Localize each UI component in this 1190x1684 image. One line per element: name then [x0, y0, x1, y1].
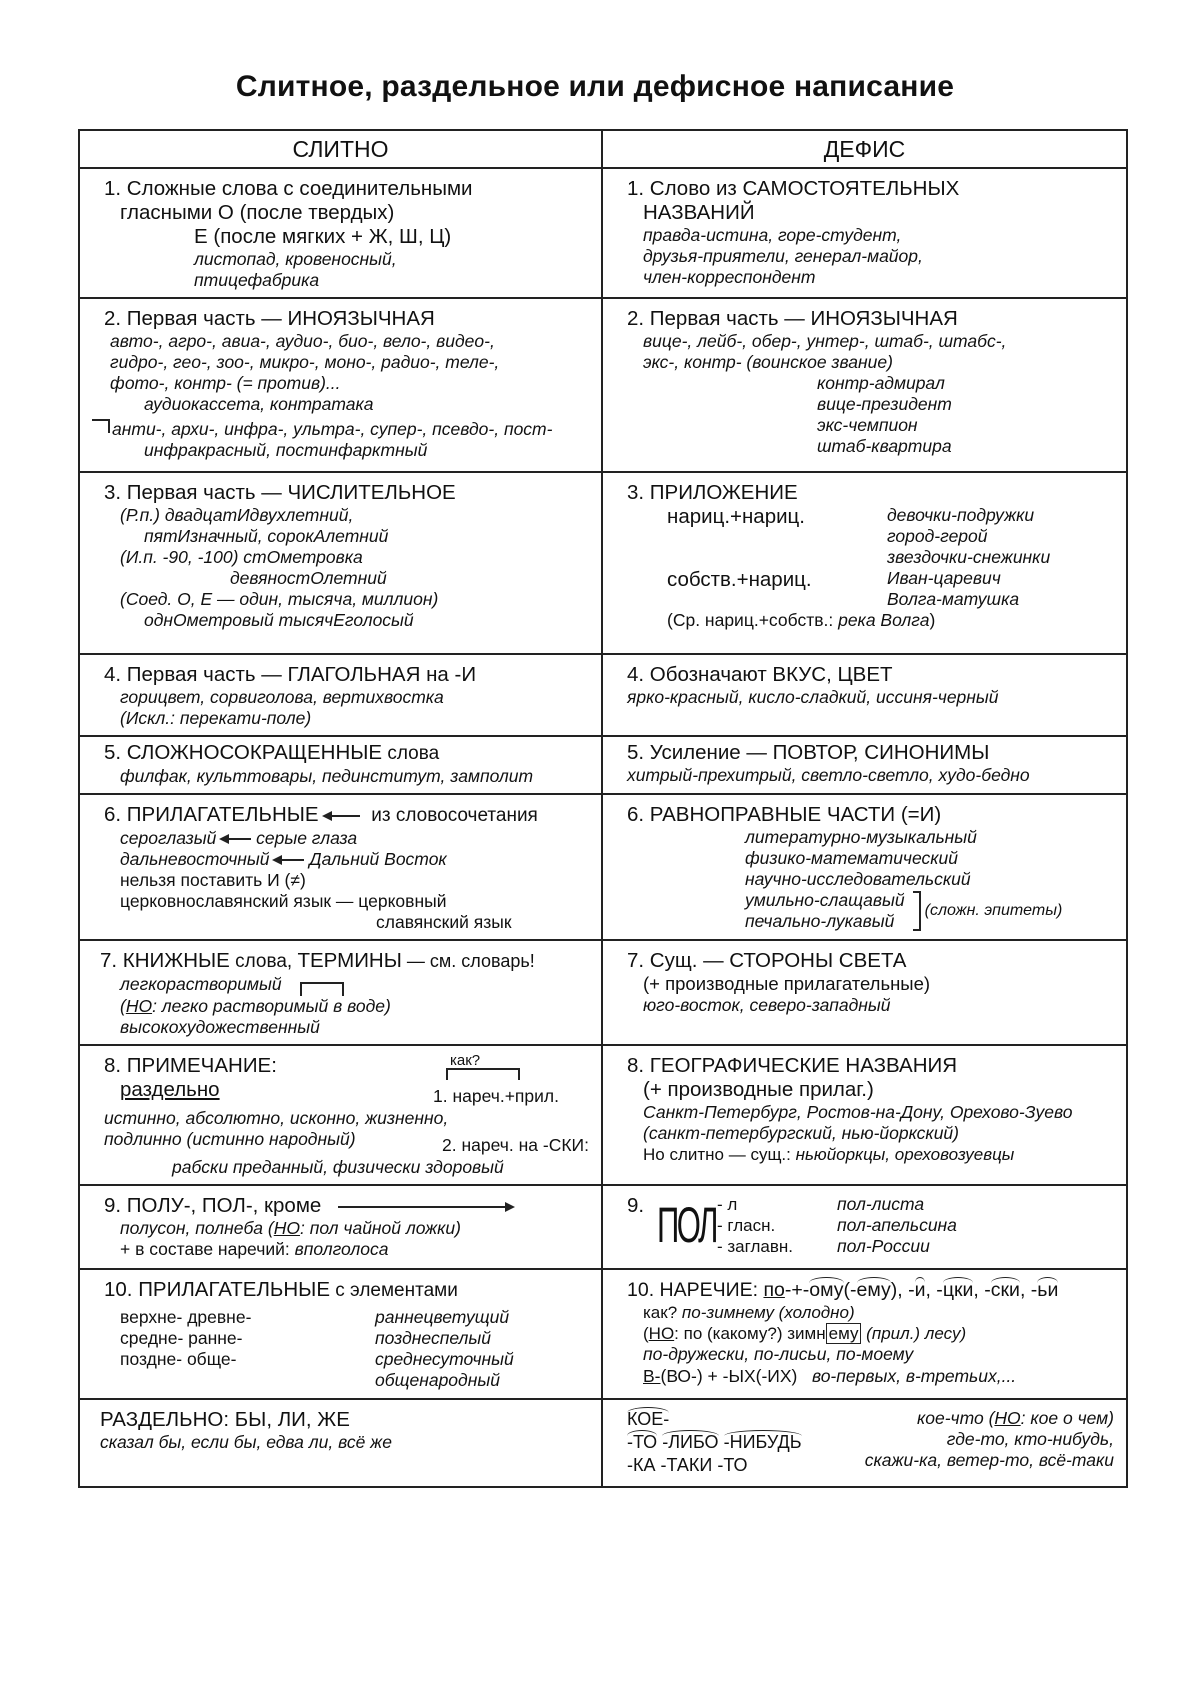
rule-heading: 4. Первая часть — ГЛАГОЛЬНАЯ на -И [104, 663, 477, 686]
rule-heading: 8. ГЕОГРАФИЧЕСКИЕ НАЗВАНИЯ [627, 1054, 958, 1077]
cell-left-2 [79, 298, 602, 472]
example: вице-, лейб-, обер-, унтер-, штаб-, штабс-, [643, 331, 1007, 351]
rule-heading: 10. НАРЕЧИЕ: по-+-ому(-ему), -и, -цки, -ски, -ьи [627, 1279, 1059, 1301]
example: филфак, культтовары, пединститут, замполит [120, 766, 534, 786]
note: (Ср. нариц.+собств.: река Волга) [667, 610, 936, 630]
note: нельзя поставить И (≠) [120, 870, 306, 890]
cell-right-2 [602, 298, 1127, 472]
note: + в составе наречий: вполголоса [120, 1239, 389, 1259]
example: кое-что (НО: кое о чем) [917, 1408, 1114, 1428]
example [86, 419, 589, 440]
example: общенародный [375, 1370, 500, 1390]
example: (Р.п.) двадцатИдвухлетний, [120, 505, 354, 525]
rule-heading: 2. Первая часть — ИНОЯЗЫЧНАЯ [104, 307, 435, 330]
header-left: СЛИТНО [79, 130, 602, 168]
example: авто-, агро-, авиа-, аудио-, био-, вело-, видео-, [110, 331, 495, 351]
bracket-icon [92, 419, 110, 433]
example: легкорастворимый [104, 974, 589, 996]
arrow-right-icon [338, 1206, 513, 1208]
example: ярко-красный, кисло-сладкий, иссиня-черный [627, 687, 999, 707]
question-label: как? [450, 1052, 481, 1069]
cell-left-9 [79, 1185, 602, 1269]
cell-left-8 [79, 1045, 602, 1185]
table-row [79, 654, 1127, 736]
arrow-left-icon [324, 815, 360, 817]
table-row [79, 1399, 1127, 1487]
cell-left-1 [79, 168, 602, 298]
rules-table [78, 129, 1128, 1488]
rule-heading: 2. Первая часть — ИНОЯЗЫЧНАЯ [627, 307, 958, 330]
example: умильно-слащавый [745, 890, 905, 910]
example: контр-адмирал [817, 373, 945, 393]
table-row [79, 736, 1127, 794]
example: хитрый-прехитрый, светло-светло, худо-бедно [627, 765, 1030, 785]
rule-heading: 3. Первая часть — ЧИСЛИТЕЛЬНОЕ [104, 481, 456, 504]
rule-heading: гласными О (после твердых) [120, 201, 395, 224]
example: Иван-царевич [887, 568, 1001, 588]
example: (санкт-петербургский, нью-йоркский) [643, 1123, 959, 1143]
cell-right-8 [602, 1045, 1127, 1185]
rule-heading: (+ производные прилаг.) [643, 1078, 874, 1101]
example-text: анти-, архи-, инфра-, ультра-, супер-, псевдо-, пост- [112, 419, 553, 439]
table-header-row [79, 130, 1127, 168]
rule-heading: Е (после мягких + Ж, Ш, Ц) [194, 225, 452, 248]
cell-left-4 [79, 654, 602, 736]
example: где-то, кто-нибудь, [946, 1429, 1114, 1449]
page-title: Слитное, раздельное или дефисное написание [235, 70, 955, 103]
example: (И.п. -90, -100) стОметровка [120, 547, 363, 567]
example: пол-России [837, 1236, 930, 1256]
example: литературно-музыкальный [745, 827, 977, 847]
rule-heading: 5. Усиление — ПОВТОР, СИНОНИМЫ [627, 741, 990, 764]
table-row [79, 168, 1127, 298]
cell-left-7 [79, 940, 602, 1045]
example: Волга-матушка [887, 589, 1020, 609]
rule-heading: 4. Обозначают ВКУС, ЦВЕТ [627, 663, 893, 686]
cell-right-4 [602, 654, 1127, 736]
example: подлинно (истинно народный) [104, 1129, 356, 1149]
example: по-дружески, по-лисьи, по-моему [643, 1344, 914, 1364]
rule-heading: 10. ПРИЛАГАТЕЛЬНЫЕ с элементами [104, 1278, 458, 1301]
rule-heading: 3. ПРИЛОЖЕНИЕ [627, 481, 798, 504]
note: (сложн. эпитеты) [924, 902, 1063, 919]
table-row [79, 940, 1127, 1045]
rule-heading: 8. ПРИМЕЧАНИЕ: [104, 1054, 277, 1077]
example: скажи-ка, ветер-то, всё-таки [864, 1450, 1114, 1470]
cell-right-10 [602, 1269, 1127, 1399]
example: однОметровый тысячЕголосый [144, 610, 414, 630]
condition: - заглавн. [717, 1237, 793, 1256]
example: экс-чемпион [817, 415, 918, 435]
note: церковнославянский язык — церковный [120, 891, 447, 911]
cell-right-9 [602, 1185, 1127, 1269]
bracket-icon [913, 891, 921, 931]
example: (НО: по (какому?) зимн ему (прил.) лесу) [643, 1324, 967, 1343]
header-right: ДЕФИС [602, 130, 1127, 168]
pol-big-label: ПОЛ [657, 1197, 716, 1253]
example: позднеспелый [375, 1328, 491, 1348]
rule-heading: НАЗВАНИЙ [643, 201, 755, 224]
rule-heading: 5. СЛОЖНОСОКРАЩЕННЫЕ слова [104, 741, 440, 764]
rule-heading: 1. Слово из САМОСТОЯТЕЛЬНЫХ [627, 177, 960, 200]
cell-left-11 [79, 1399, 602, 1487]
rule-subheading: 2. нареч. на -СКИ: [442, 1135, 589, 1155]
table-row [79, 1185, 1127, 1269]
example: юго-восток, северо-западный [643, 995, 891, 1015]
apposition-type: собств.+нариц. [667, 568, 812, 591]
particle: -КА -ТАКИ -ТО [627, 1455, 748, 1475]
condition: - гласн. [717, 1216, 776, 1235]
rule-subheading: раздельно 1. нареч.+прил. [120, 1078, 559, 1106]
rule-heading: 7. КНИЖНЫЕ слова, ТЕРМИНЫ — см. словарь! [100, 949, 535, 972]
rule-heading: 7. Сущ. — СТОРОНЫ СВЕТА [627, 949, 907, 972]
example: среднесуточный [375, 1349, 514, 1369]
rule-heading: 6. ПРИЛАГАТЕЛЬНЫЕ из словосочетания [104, 803, 538, 826]
arrow-left-icon [274, 859, 304, 861]
example: девяностОлетний [230, 568, 387, 588]
example: вице-президент [817, 394, 952, 414]
example: гидро-, гео-, зоо-, микро-, моно-, радио-, теле-, [110, 352, 500, 372]
example: (НО: легко растворимый в воде) [120, 996, 391, 1016]
example: В-(ВО-) + -ЫХ(-ИХ) во-первых, в-третьих,... [643, 1366, 1017, 1386]
example: сказал бы, если бы, едва ли, всё же [100, 1432, 392, 1452]
table-row [79, 472, 1127, 654]
example: штаб-квартира [817, 436, 952, 456]
table-row [79, 794, 1127, 940]
cell-right-7 [602, 940, 1127, 1045]
particle: -ТО -ЛИБО -НИБУДЬ [627, 1432, 802, 1452]
apposition-type: нариц.+нариц. [667, 505, 805, 528]
cell-right-5 [602, 736, 1127, 794]
rule-heading: 6. РАВНОПРАВНЫЕ ЧАСТИ (=И) [627, 803, 942, 826]
example: Санкт-Петербург, Ростов-на-Дону, Орехово-Зуево [643, 1102, 1073, 1122]
condition: - л [717, 1195, 738, 1214]
table-row [79, 298, 1127, 472]
rule-heading: РАЗДЕЛЬНО: БЫ, ЛИ, ЖЕ [100, 1408, 350, 1431]
example: экс-, контр- (воинское звание) [643, 352, 893, 372]
cell-left-10 [79, 1269, 602, 1399]
note: славянский язык [376, 912, 512, 932]
example: полусон, полнеба (НО: пол чайной ложки) [120, 1218, 461, 1238]
example: как? по-зимнему (холодно) [643, 1303, 855, 1322]
example: сероглазый серые глаза [120, 828, 358, 848]
cell-right-3 [602, 472, 1127, 654]
example: раннецветущий [375, 1307, 510, 1327]
example: инфракрасный, постинфарктный [144, 440, 428, 460]
example: девочки-подружки [887, 505, 1035, 525]
rule-number: 9. [627, 1194, 645, 1217]
link-arrow-icon [300, 982, 344, 996]
link-arrow-icon [446, 1068, 520, 1080]
cell-left-6 [79, 794, 602, 940]
prefix-list: средне- ранне- [120, 1328, 243, 1348]
rule-heading: 1. Сложные слова с соединительными [104, 177, 473, 200]
example: (Соед. О, Е — один, тысяча, миллион) [120, 589, 439, 609]
example: листопад, кровеносный, [194, 249, 397, 269]
example: горицвет, сорвиголова, вертихвостка [120, 687, 444, 707]
example: истинно, абсолютно, исконно, жизненно, [104, 1108, 449, 1128]
cell-right-1 [602, 168, 1127, 298]
example: дальневосточный Дальний Восток [120, 849, 447, 869]
cell-right-11 [602, 1399, 1127, 1487]
note: Но слитно — сущ.: ньюйоркцы, ореховозуевцы [643, 1145, 1015, 1164]
table-row [79, 1269, 1127, 1399]
example: (Искл.: перекати-поле) [120, 708, 312, 728]
arrow-left-icon [221, 838, 251, 840]
example: физико-математический [745, 848, 958, 868]
cell-left-3 [79, 472, 602, 654]
example: пол-листа [837, 1194, 925, 1214]
prefix-list: верхне- древне- [120, 1307, 252, 1327]
example: рабски преданный, физически здоровый [172, 1157, 504, 1177]
table-row [79, 1045, 1127, 1185]
example: научно-исследовательский [745, 869, 971, 889]
example: звездочки-снежинки [887, 547, 1051, 567]
example: высокохудожественный [120, 1017, 320, 1037]
example: пол-апельсина [837, 1215, 957, 1235]
example: правда-истина, горе-студент, [643, 225, 902, 245]
particle: КОЕ- [627, 1409, 670, 1429]
example: птицефабрика [194, 270, 320, 290]
rule-heading: 9. ПОЛУ-, ПОЛ-, кроме [104, 1194, 589, 1218]
example: пятИзначный, сорокАлетний [144, 526, 389, 546]
example: фото-, контр- (= против)... [110, 373, 341, 393]
example: город-герой [887, 526, 988, 546]
prefix-list: поздне- обще- [120, 1349, 237, 1369]
example: член-корреспондент [643, 267, 816, 287]
example: аудиокассета, контратака [144, 394, 374, 414]
example: печально-лукавый [745, 911, 895, 931]
cell-left-5 [79, 736, 602, 794]
cell-right-6 [602, 794, 1127, 940]
note: (+ производные прилагательные) [643, 973, 931, 994]
example: друзья-приятели, генерал-майор, [643, 246, 923, 266]
